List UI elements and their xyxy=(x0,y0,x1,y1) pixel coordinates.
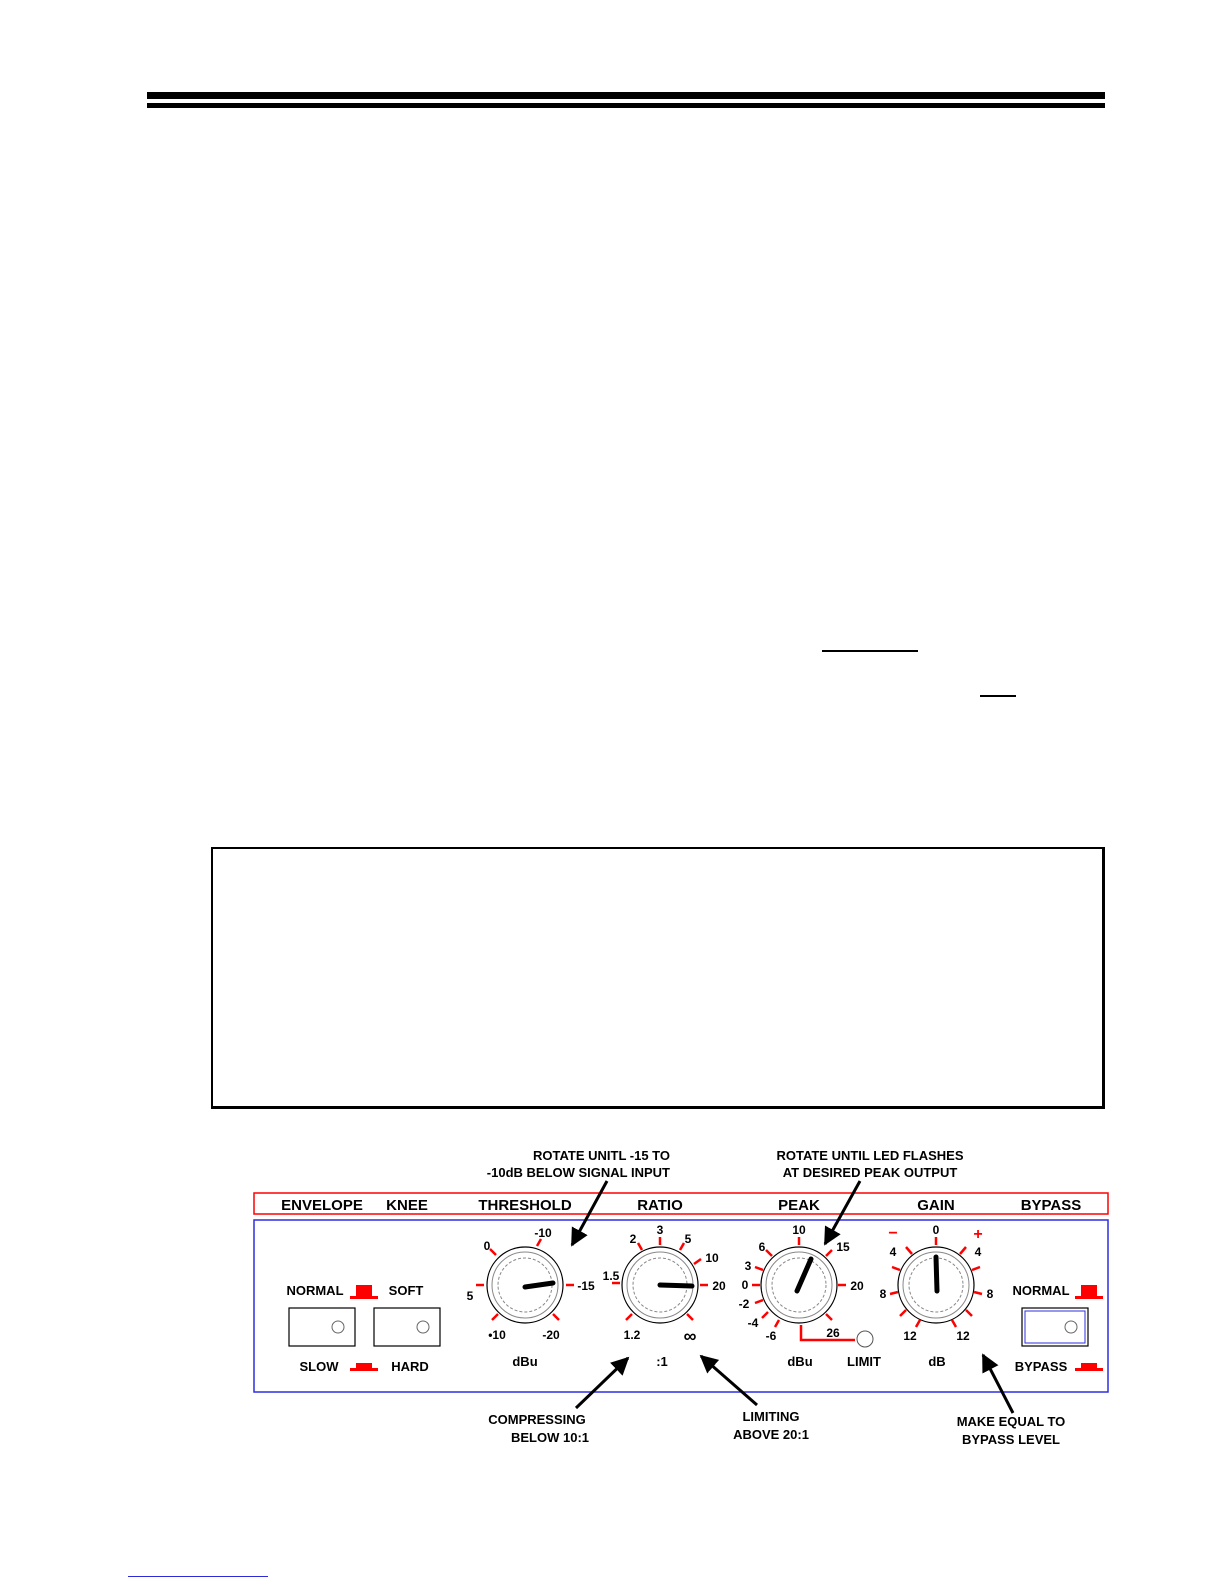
section-label-ratio: RATIO xyxy=(637,1197,683,1214)
bypass-switch-led xyxy=(1065,1321,1077,1333)
section-label-bypass: BYPASS xyxy=(1020,1197,1082,1214)
section-label-threshold: THRESHOLD xyxy=(478,1197,572,1214)
ratio-scale-7: ∞ xyxy=(683,1326,697,1346)
threshold-scale-2: -15 xyxy=(577,1279,595,1293)
gain-scale-0: 0 xyxy=(932,1223,940,1237)
peak-scale-9: 26 xyxy=(826,1326,840,1340)
callout-bypass-line1: MAKE EQUAL TO xyxy=(956,1414,1066,1429)
threshold-scale-4: •10 xyxy=(488,1328,506,1342)
gain-scale-6: 8 xyxy=(986,1287,994,1301)
envelope-switch[interactable] xyxy=(289,1308,355,1346)
ratio-scale-5: 20 xyxy=(712,1279,726,1293)
arrow-compressing xyxy=(576,1358,628,1408)
arrow-peak xyxy=(825,1181,860,1244)
callout-bypass-line2: BYPASS LEVEL xyxy=(961,1432,1061,1447)
arrow-limiting xyxy=(701,1356,757,1405)
bypass-bottom-label: BYPASS xyxy=(1014,1359,1068,1374)
envelope-switch-led xyxy=(332,1321,344,1333)
gain-scale-8: 12 xyxy=(956,1329,970,1343)
knee-switch[interactable] xyxy=(374,1308,440,1346)
red-switch-indicator-up xyxy=(350,1285,378,1299)
limit-led xyxy=(857,1331,873,1347)
threshold-unit: dBu xyxy=(512,1354,538,1369)
ratio-scale-0: 2 xyxy=(629,1232,637,1246)
gain-unit: dB xyxy=(928,1354,946,1369)
red-switch-indicator-down xyxy=(1075,1363,1103,1371)
gain-minus: − xyxy=(888,1225,898,1242)
knee-switch-led xyxy=(417,1321,429,1333)
envelope-top-label: NORMAL xyxy=(286,1283,344,1298)
peak-unit: dBu xyxy=(787,1354,813,1369)
ratio-scale-6: 1.2 xyxy=(623,1328,641,1342)
bypass-top-label: NORMAL xyxy=(1012,1283,1070,1298)
section-label-envelope: ENVELOPE xyxy=(281,1197,363,1214)
callout-threshold-line2: -10dB BELOW SIGNAL INPUT xyxy=(486,1165,670,1180)
section-label-knee: KNEE xyxy=(386,1197,428,1214)
envelope-bottom-label: SLOW xyxy=(299,1359,339,1374)
knee-top-label: SOFT xyxy=(388,1283,424,1298)
ratio-pointer xyxy=(660,1285,692,1286)
gain-scale-5: 8 xyxy=(879,1287,887,1301)
gain-scale-7: 12 xyxy=(903,1329,917,1343)
threshold-scale-0: 0 xyxy=(483,1239,491,1253)
knee-bottom-label: HARD xyxy=(391,1359,429,1374)
callout-compress-line1: COMPRESSING xyxy=(488,1412,586,1427)
gain-scale-4: 4 xyxy=(974,1245,982,1259)
red-switch-indicator-down xyxy=(350,1363,378,1371)
ratio-unit: :1 xyxy=(656,1354,668,1369)
peak-scale-7: -4 xyxy=(747,1316,759,1330)
red-switch-indicator-up xyxy=(1075,1285,1103,1299)
callout-peak-line2: AT DESIRED PEAK OUTPUT xyxy=(782,1165,958,1180)
peak-knob[interactable] xyxy=(761,1247,837,1323)
gain-scale-3: 4 xyxy=(889,1245,897,1259)
peak-scale-5: 20 xyxy=(850,1279,864,1293)
ratio-scale-3: 10 xyxy=(705,1251,719,1265)
callout-peak-line1: ROTATE UNTIL LED FLASHES xyxy=(776,1148,964,1163)
limit-label: LIMIT xyxy=(847,1354,881,1369)
ratio-scale-4: 1.5 xyxy=(602,1269,620,1283)
ratio-scale-2: 5 xyxy=(684,1232,692,1246)
callout-limit-line1: LIMITING xyxy=(742,1409,800,1424)
gain-knob[interactable] xyxy=(898,1247,974,1323)
threshold-knob[interactable] xyxy=(487,1247,563,1323)
peak-scale-0: 10 xyxy=(792,1223,806,1237)
ratio-knob[interactable] xyxy=(622,1247,698,1323)
section-label-gain: GAIN xyxy=(917,1197,955,1214)
threshold-scale-5: -20 xyxy=(542,1328,560,1342)
peak-scale-2: 15 xyxy=(836,1240,850,1254)
footer-link-underline xyxy=(128,1576,268,1577)
peak-scale-6: -2 xyxy=(738,1297,750,1311)
threshold-scale-1: -10 xyxy=(534,1226,552,1240)
callout-limit-line2: ABOVE 20:1 xyxy=(733,1427,809,1442)
ratio-scale-1: 3 xyxy=(656,1223,664,1237)
section-label-peak: PEAK xyxy=(778,1197,820,1214)
gain-pointer xyxy=(936,1257,937,1291)
peak-scale-3: 3 xyxy=(744,1259,752,1273)
threshold-scale-3: 5 xyxy=(466,1289,474,1303)
callout-compress-line2: BELOW 10:1 xyxy=(510,1430,590,1445)
gain-plus: + xyxy=(973,1226,983,1243)
callout-threshold-line1: ROTATE UNITL -15 TO xyxy=(533,1148,670,1163)
peak-scale-1: 6 xyxy=(758,1240,766,1254)
arrow-threshold xyxy=(572,1181,607,1245)
peak-scale-8: -6 xyxy=(765,1329,777,1343)
bypass-switch[interactable] xyxy=(1022,1308,1088,1346)
peak-scale-4: 0 xyxy=(741,1278,749,1292)
arrow-bypass-level xyxy=(983,1355,1013,1413)
